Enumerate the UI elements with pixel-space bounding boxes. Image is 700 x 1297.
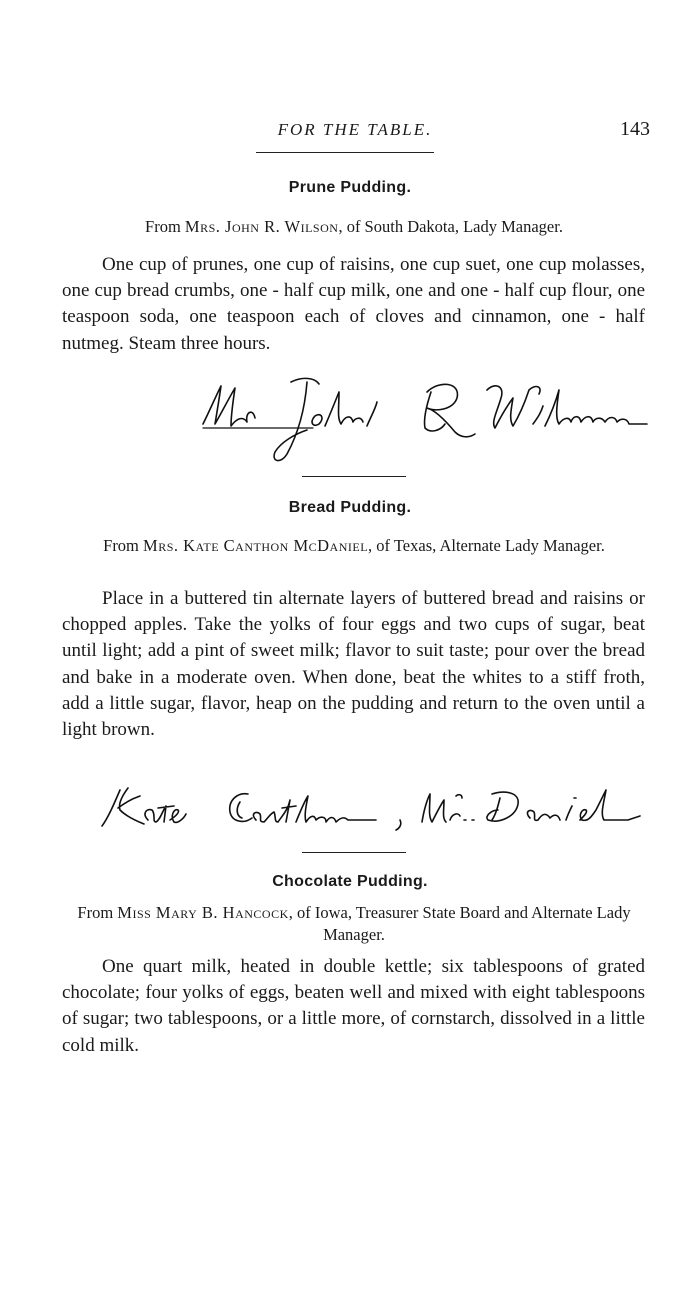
recipe-title-prune-pudding: Prune Pudding. bbox=[288, 179, 412, 196]
signature-image bbox=[100, 780, 645, 840]
contributor-affiliation: , of Texas, Alternate Lady Manager. bbox=[368, 536, 605, 555]
contributor-affiliation: , of South Dakota, Lady Manager. bbox=[338, 217, 563, 236]
recipe-body: Place in a buttered tin alternate layers of buttered bread and raisins or chopped apples. Take the yolks of four eggs and two cups of sugar, beat until light; add a pint of sweet milk; flavor to suit taste; pour over the bread and bake in a moderate oven. When done, beat the whites to a stiff froth, add a little sugar, flavor, heap on the pudding and return to the oven until a light brown. bbox=[62, 588, 645, 741]
signature-image bbox=[195, 372, 650, 472]
section-divider bbox=[302, 476, 406, 477]
contributor-name: Mrs. Kate Canthon McDaniel bbox=[143, 536, 369, 555]
attribution-from: From bbox=[103, 536, 139, 555]
attribution-from: From bbox=[145, 217, 181, 236]
attribution-from: From bbox=[77, 903, 114, 922]
section-divider bbox=[302, 852, 406, 853]
page-number: 143 bbox=[620, 118, 650, 140]
running-head bbox=[0, 120, 700, 150]
running-title: FOR THE TABLE. bbox=[277, 120, 433, 139]
recipe-attribution bbox=[62, 216, 646, 238]
contributor-affiliation: , of Iowa, Treasurer State Board and Alternate Lady Manager. bbox=[288, 903, 631, 944]
recipe-title-chocolate-pudding: Chocolate Pudding. bbox=[272, 873, 428, 890]
recipe-attribution bbox=[62, 535, 646, 557]
contributor-name: Mrs. John R. Wilson bbox=[184, 217, 339, 236]
header-rule bbox=[256, 152, 434, 153]
recipe-body: One quart milk, heated in double kettle; six tablespoons of grated chocolate; four yolks of eggs, beaten well and mixed with eight tablespoons of sugar; two tablespoons, or a little more, of cornstarch, dissolved in a little cold milk. bbox=[62, 956, 645, 1056]
contributor-name: Miss Mary B. Hancock bbox=[117, 903, 289, 922]
recipe-title-bread-pudding: Bread Pudding. bbox=[288, 499, 412, 516]
recipe-attribution bbox=[62, 902, 646, 946]
recipe-body: One cup of prunes, one cup of raisins, one cup suet, one cup molasses, one cup bread crumbs, one - half cup milk, one and one - half cup flour, one teaspoon soda, one teaspoon each of cloves and cinnamon, one - half nutmeg. Steam three hours. bbox=[62, 254, 645, 354]
